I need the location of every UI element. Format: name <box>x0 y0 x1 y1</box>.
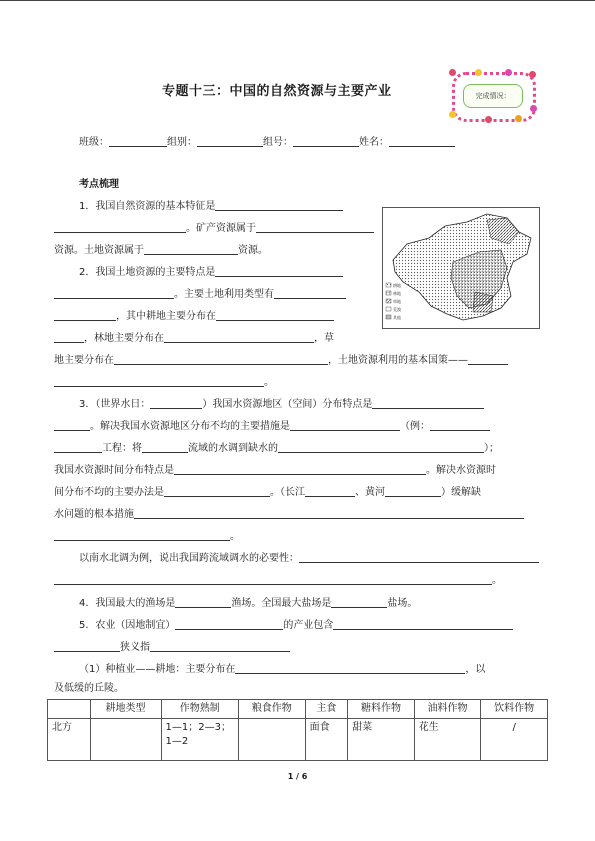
flower-icon <box>485 116 492 123</box>
table-header-cell: 糖料作物 <box>348 700 415 719</box>
flower-icon <box>475 69 482 76</box>
staple-food-cell: 面食 <box>305 719 348 761</box>
q2-line-3: ，其中耕地主要分布在 <box>54 309 334 324</box>
q3-line-1: 3．（世界水日： ）我国水资源地区（空间）分布特点是 <box>79 397 484 412</box>
q3-line-7: 。 <box>54 529 240 544</box>
answer-blank[interactable] <box>331 596 387 608</box>
completion-badge <box>452 72 536 122</box>
q2-line-2: 。主要土地利用类型有 <box>54 287 346 302</box>
answer-blank[interactable] <box>468 353 508 365</box>
svg-text:荒漠: 荒漠 <box>393 307 401 312</box>
q2-line-1: 2．我国土地资源的主要特点是 <box>79 265 343 280</box>
answer-blank[interactable] <box>54 573 492 585</box>
q3-extra-line-2: 。 <box>54 573 502 588</box>
grain-crop-cell[interactable] <box>239 719 306 761</box>
answer-blank[interactable] <box>54 640 120 652</box>
q1-line-3: 资源。土地资源属于 资源。 <box>54 245 268 256</box>
q1-line-2: 。矿产资源属于 <box>54 221 374 236</box>
answer-blank[interactable] <box>299 551 539 563</box>
answer-blank[interactable] <box>175 618 283 630</box>
section-heading: 考点梳理 <box>79 179 119 190</box>
q2-line-5: 地主要分布在 ，土地资源利用的基本国策—— <box>54 353 508 368</box>
flower-icon <box>530 105 537 112</box>
q3-extra-question: 以南水北调为例，说出我国跨流域调水的必要性： <box>79 551 539 566</box>
table-header-cell: 作物熟制 <box>161 700 239 719</box>
group-number-field[interactable] <box>293 135 359 147</box>
answer-blank[interactable] <box>54 529 230 541</box>
answer-blank[interactable] <box>114 353 328 365</box>
flower-icon <box>449 69 456 76</box>
answer-blank[interactable] <box>134 507 524 519</box>
answer-blank[interactable] <box>54 309 116 321</box>
svg-text:林地: 林地 <box>393 291 401 296</box>
answer-blank[interactable] <box>164 331 314 343</box>
answer-blank[interactable] <box>54 375 264 387</box>
answer-blank[interactable] <box>256 221 374 233</box>
badge-label: 完成情况： <box>463 84 523 108</box>
svg-text:草地: 草地 <box>393 299 401 304</box>
region-cell: 北方 <box>48 719 91 761</box>
map-graphic <box>383 208 539 328</box>
crop-cycle-cell: 1—1；2—3； 1—2 <box>161 719 239 761</box>
sugar-crop-cell: 甜菜 <box>348 719 415 761</box>
answer-blank[interactable] <box>175 596 231 608</box>
table-header-cell: 油料作物 <box>414 700 481 719</box>
china-land-use-map <box>382 207 540 329</box>
answer-blank[interactable] <box>164 485 270 497</box>
answer-blank[interactable] <box>235 662 465 674</box>
beverage-crop-cell: / <box>481 719 548 761</box>
flower-icon <box>505 69 512 76</box>
q3-line-2: 。解决我国水资源地区分布不均的主要措施是 （例： <box>54 419 490 434</box>
q3-line-3: 工程：将 流域的水调到缺水的 ）； <box>54 441 499 456</box>
table-header-cell: 饮料作物 <box>481 700 548 719</box>
answer-blank[interactable] <box>372 397 484 409</box>
answer-blank[interactable] <box>290 419 400 431</box>
answer-blank[interactable] <box>150 397 202 409</box>
answer-blank[interactable] <box>333 618 513 630</box>
answer-blank[interactable] <box>54 331 84 343</box>
q3-line-4: 我国水资源时间分布特点是 。解决水资源时 <box>54 465 496 476</box>
answer-blank[interactable] <box>305 485 355 497</box>
q1-line-1: 1．我国自然资源的基本特征是 <box>79 199 343 214</box>
q5-1-line-2: 及低缓的丘陵。 <box>54 683 124 694</box>
table-header-cell: 耕地类型 <box>90 700 161 719</box>
q3-line-5: 间分布不均的主要办法是 。（长江 、黄河 ）缓解缺 <box>54 487 481 498</box>
answer-blank[interactable] <box>216 309 334 321</box>
answer-blank[interactable] <box>54 287 174 299</box>
table-header-row <box>48 700 548 719</box>
answer-blank[interactable] <box>278 441 484 453</box>
land-type-cell[interactable] <box>90 719 161 761</box>
flower-icon <box>529 71 536 78</box>
name-field[interactable] <box>389 135 455 147</box>
table-header-cell: 粮食作物 <box>239 700 306 719</box>
answer-blank[interactable] <box>54 419 90 431</box>
q2-line-6: 。 <box>54 375 274 390</box>
q3-line-6: 水问题的根本措施 <box>54 507 524 522</box>
flower-icon <box>515 115 522 122</box>
table-header-cell: 主食 <box>305 700 348 719</box>
class-field[interactable] <box>109 135 167 147</box>
table-row <box>48 719 548 761</box>
q5-1-line-1: （1）种植业——耕地：主要分布在 ，以 <box>79 664 486 675</box>
answer-blank[interactable] <box>54 441 102 453</box>
oil-crop-cell: 花生 <box>414 719 481 761</box>
answer-blank[interactable] <box>430 419 490 431</box>
group-field[interactable] <box>197 135 263 147</box>
agriculture-comparison-table <box>47 699 548 761</box>
flower-icon <box>449 111 456 118</box>
svg-text:其他: 其他 <box>393 315 401 320</box>
table-header-cell <box>48 700 91 719</box>
answer-blank[interactable] <box>274 287 346 299</box>
answer-blank[interactable] <box>142 441 188 453</box>
answer-blank[interactable] <box>215 265 343 277</box>
answer-blank[interactable] <box>385 485 441 497</box>
student-info-row: 班级： 组别： 组号： 姓名： <box>79 135 455 150</box>
q2-line-4: ，林地主要分布在 ，草 <box>54 331 334 346</box>
q5-line-2: 狭义指 <box>54 640 290 655</box>
answer-blank[interactable] <box>144 243 238 255</box>
answer-blank[interactable] <box>54 221 186 233</box>
page-top-rule <box>0 0 595 1</box>
document-title: 专题十三：中国的自然资源与主要产业 <box>162 84 392 99</box>
answer-blank[interactable] <box>174 463 426 475</box>
answer-blank[interactable] <box>150 640 290 652</box>
q4-line: 4．我国最大的渔场是 渔场。全国最大盐场是 盐场。 <box>79 598 418 609</box>
q5-line-1: 5．农业（因地制宜） 的产业包含 <box>79 618 513 633</box>
answer-blank[interactable] <box>215 199 343 211</box>
page-number: 1 / 6 <box>287 772 308 781</box>
svg-text:耕地: 耕地 <box>393 283 401 288</box>
